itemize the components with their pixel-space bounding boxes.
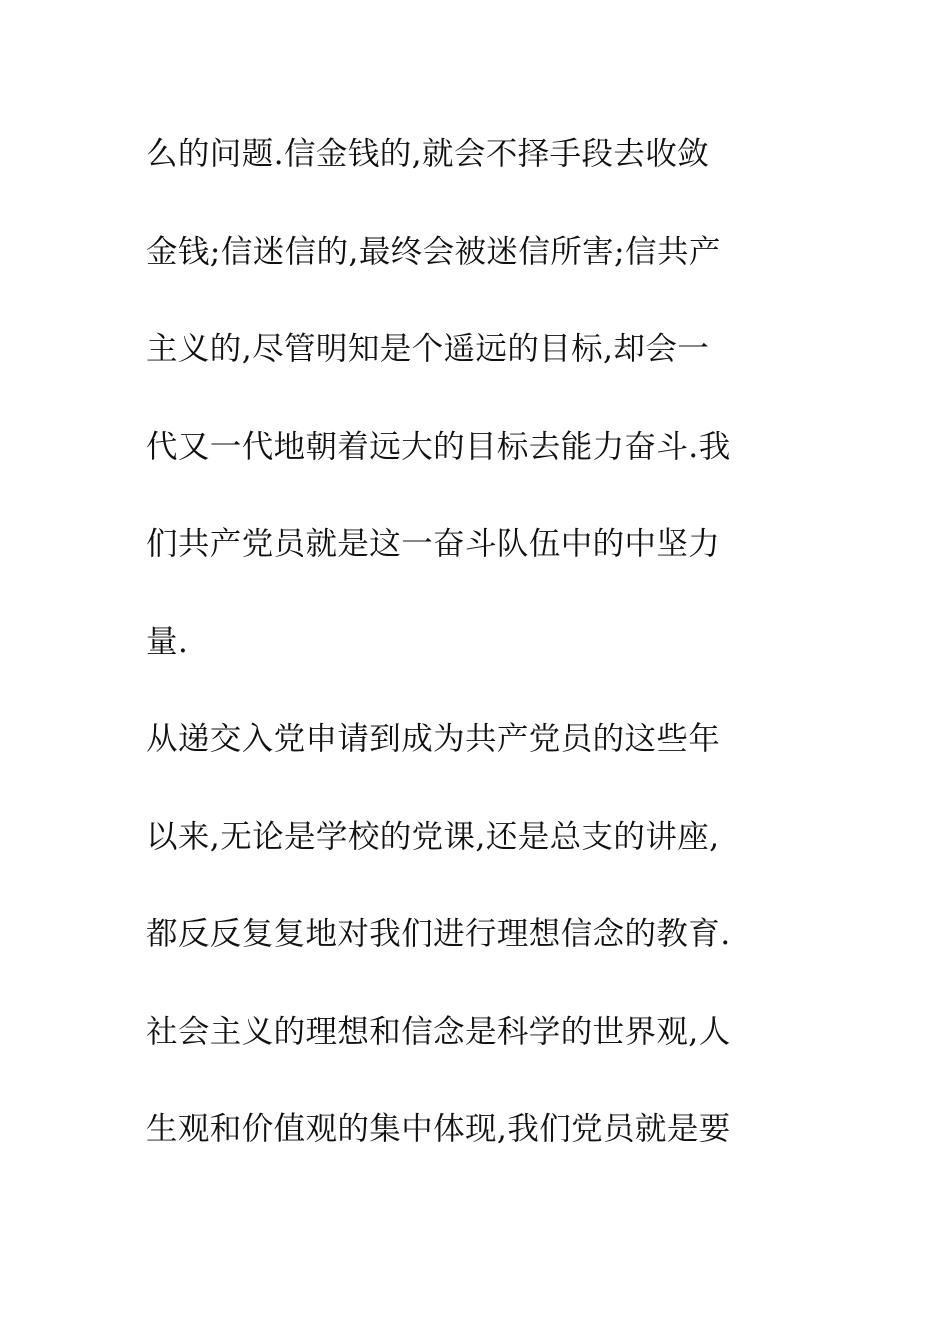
text-line: 们共产党员就是这一奋斗队伍中的中坚力 — [146, 526, 721, 562]
text-line: 以来,无论是学校的党课,还是总支的讲座, — [146, 818, 720, 855]
body-text — [146, 128, 806, 1201]
text-line: 代又一代地朝着远大的目标去能力奋斗.我 — [146, 428, 731, 465]
text-line: 么的问题.信金钱的,就会不择手段去收敛 — [146, 136, 710, 172]
text-line: 从递交入党申请到成为共产党员的这些年 — [146, 721, 721, 757]
text-line: 金钱;信迷信的,最终会被迷信所害;信共产 — [146, 233, 721, 270]
text-line: 主义的,尽管明知是个遥远的目标,却会一 — [146, 331, 710, 367]
text-line: 生观和价值观的集中体现,我们党员就是要 — [146, 1111, 731, 1147]
text-line: 都反反复复地对我们进行理想信念的教育. — [146, 916, 731, 952]
text-line: 社会主义的理想和信念是科学的世界观,人 — [146, 1013, 731, 1050]
text-line: 量. — [146, 623, 189, 660]
